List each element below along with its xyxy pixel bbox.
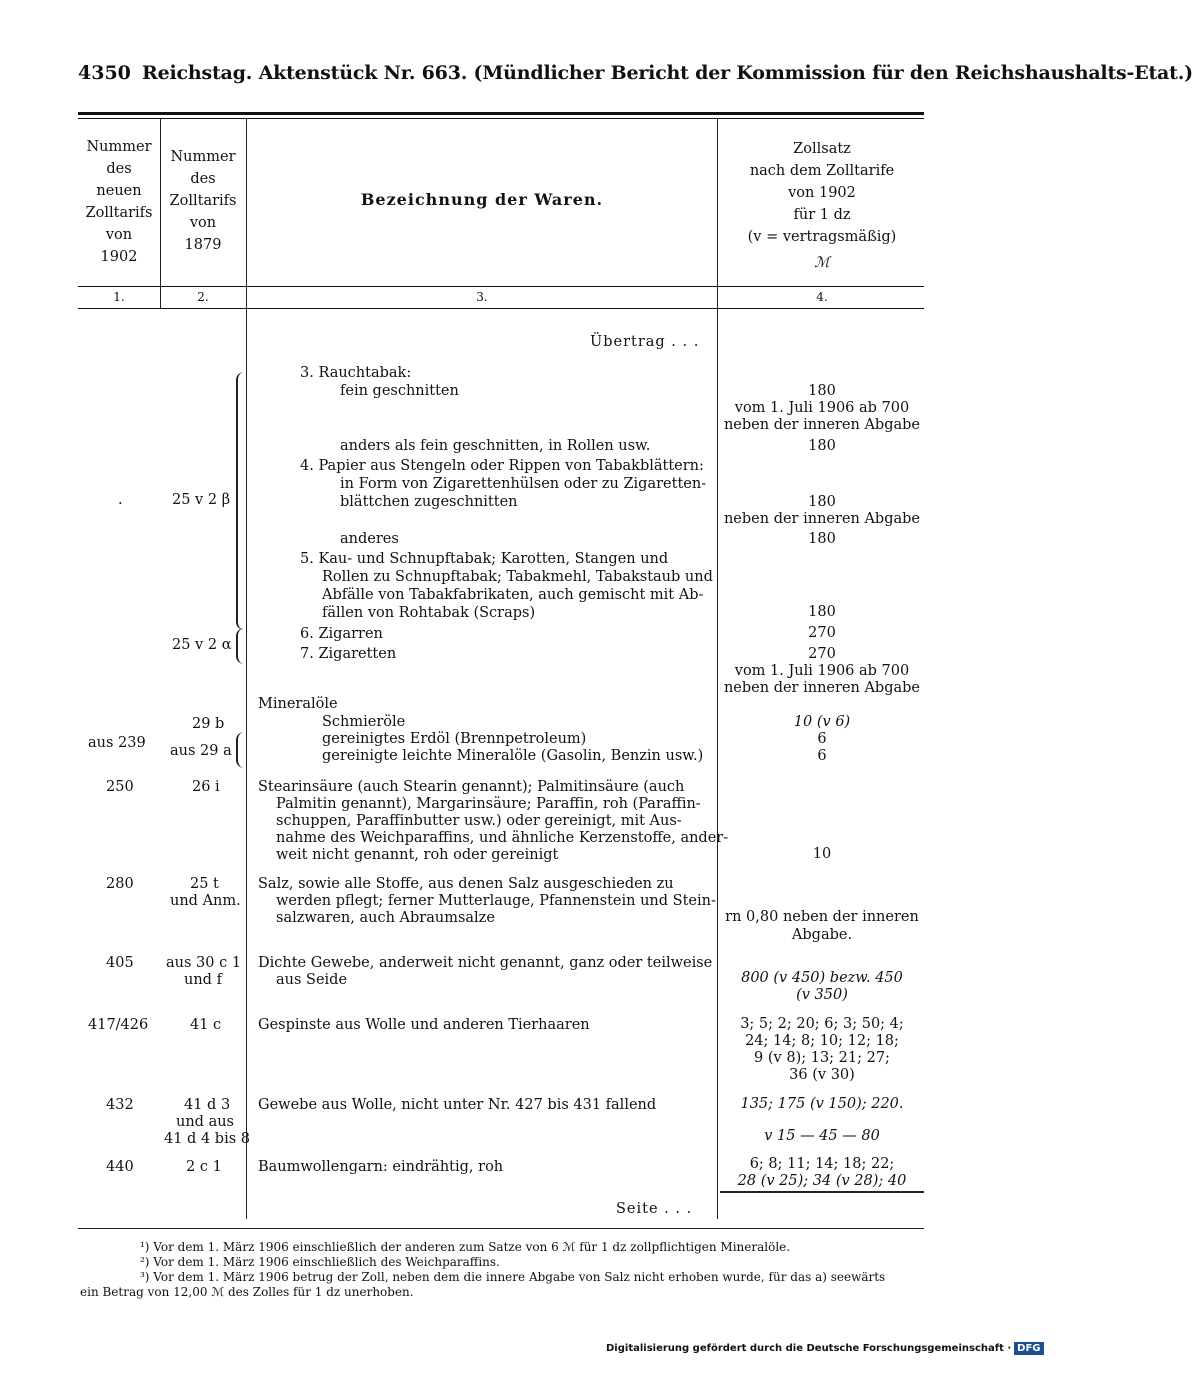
rate-schmieroele: 10 (v 6) xyxy=(793,714,851,730)
row405-text-1: Dichte Gewebe, anderweit nicht genannt, ganz oder teilweise xyxy=(258,955,713,971)
rate-440-2: 28 (v 25); 34 (v 28); 40 xyxy=(737,1173,907,1189)
row432-col2-a: 41 d 3 xyxy=(184,1097,231,1113)
mineraloele-col1: aus 239 xyxy=(88,735,146,751)
footnote-3: ³) Vor dem 1. März 1906 betrug der Zoll, neben dem die innere Abgabe von Salz nicht erhoben wurde, für das a) seewärts xyxy=(140,1270,886,1284)
tabak-col2-alpha: 25 v 2 α xyxy=(172,637,232,653)
col-divider-3 xyxy=(717,119,718,1219)
uebertrag-label: Übertrag . . . xyxy=(590,334,700,350)
row280-col2-b: und Anm. xyxy=(170,893,241,909)
row417-col2: 41 c xyxy=(190,1017,222,1033)
sum-underline xyxy=(720,1191,924,1193)
rate-405-2: (v 350) xyxy=(796,987,848,1003)
row-zigarren: 6. Zigarren xyxy=(300,626,383,642)
rate-280-1: rn 0,80 neben der inneren xyxy=(725,909,919,925)
page-title: Reichstag. Aktenstück Nr. 663. (Mündlicher Bericht der Kommission für den Reichshaushalts-Etat.) xyxy=(142,62,1193,84)
row-mineraloele-title: Mineralöle xyxy=(258,696,338,712)
col-divider-2 xyxy=(246,119,247,1219)
row-leichte-mineraloele: gereinigte leichte Mineralöle (Gasolin, Benzin usw.) xyxy=(322,748,704,764)
credit-text: Digitalisierung gefördert durch die Deutsche Forschungsgemeinschaft · xyxy=(606,1343,1012,1354)
rate-280-2: Abgabe. xyxy=(791,927,853,943)
rate-fein-2: vom 1. Juli 1906 ab 700 xyxy=(734,400,910,416)
row250-text-3: schuppen, Paraffinbutter usw.) oder gereinigt, mit Aus- xyxy=(276,813,682,829)
row-zigaretten: 7. Zigaretten xyxy=(300,646,397,662)
col-divider-1 xyxy=(160,119,161,309)
row250-text-4: nahme des Weichparaffins, und ähnliche Kerzenstoffe, ander- xyxy=(276,830,729,846)
col-header-2: Nummer des Zolltarifs von 1879 xyxy=(169,149,237,253)
row-anderes: anderes xyxy=(340,531,399,547)
rate-fein-1: 180 xyxy=(808,383,836,399)
row405-col2-a: aus 30 c 1 xyxy=(166,955,242,971)
row-papier-1: 4. Papier aus Stengeln oder Rippen von Tabakblättern: xyxy=(300,458,704,474)
row250-col1: 250 xyxy=(106,779,134,795)
row280-text-3: salzwaren, auch Abraumsalze xyxy=(276,910,495,926)
colnum-bottom-rule xyxy=(78,308,924,309)
brace-mineraloele xyxy=(236,732,244,768)
row-papier-3: blättchen zugeschnitten xyxy=(340,494,518,510)
dfg-logo: DFG xyxy=(1014,1342,1043,1355)
rate-440-1: 6; 8; 11; 14; 18; 22; xyxy=(749,1156,895,1172)
row432-col1: 432 xyxy=(106,1097,134,1113)
rate-fein-3: neben der inneren Abgabe xyxy=(723,417,921,433)
row440-col1: 440 xyxy=(106,1159,134,1175)
rate-zigaretten-1: 270 xyxy=(808,646,836,662)
rate-405-1: 800 (v 450) bezw. 450 xyxy=(741,970,903,986)
rate-zigarren: 270 xyxy=(808,625,836,641)
col-number-3: 3. xyxy=(476,290,488,304)
row417-col1: 417/426 xyxy=(88,1017,149,1033)
rate-417-3: 9 (v 8); 13; 21; 27; xyxy=(754,1050,890,1066)
rate-417-2: 24; 14; 8; 10; 12; 18; xyxy=(745,1033,899,1049)
top-rule-thick xyxy=(78,112,924,115)
rate-papier-1: 180 xyxy=(808,494,836,510)
row-rauchtabak-title: 3. Rauchtabak: xyxy=(300,365,412,381)
rate-kautabak: 180 xyxy=(808,604,836,620)
row280-text-1: Salz, sowie alle Stoffe, aus denen Salz ausgeschieden zu xyxy=(258,876,674,892)
row250-text-5: weit nicht genannt, roh oder gereinigt xyxy=(276,847,559,863)
row250-text-2: Palmitin genannt), Margarinsäure; Paraffin, roh (Paraffin- xyxy=(276,796,701,812)
row-kautabak-3: Abfälle von Tabakfabrikaten, auch gemischt mit Ab- xyxy=(322,587,704,603)
row417-text: Gespinste aus Wolle und anderen Tierhaaren xyxy=(258,1017,590,1033)
col-header-4: Zollsatz nach dem Zolltarife von 1902 für 1 dz (v = vertragsmäßig) ℳ xyxy=(747,141,897,271)
rate-417-1: 3; 5; 2; 20; 6; 3; 50; 4; xyxy=(740,1016,904,1032)
col-number-1: 1. xyxy=(113,290,125,304)
row432-col2-b: und aus xyxy=(176,1114,234,1130)
row-kautabak-4: fällen von Rohtabak (Scraps) xyxy=(322,605,536,621)
digitization-credit xyxy=(606,1342,1044,1355)
row-erdoel: gereinigtes Erdöl (Brennpetroleum) xyxy=(322,731,587,747)
rate-250: 10 xyxy=(812,846,832,862)
row-kautabak-2: Rollen zu Schnupftabak; Tabakmehl, Tabakstaub und xyxy=(322,569,713,585)
rate-432-2: v 15 — 45 — 80 xyxy=(764,1128,880,1144)
top-rule-thin xyxy=(78,118,924,119)
row-fein-geschnitten: fein geschnitten xyxy=(340,383,459,399)
row280-col2-a: 25 t xyxy=(190,876,219,892)
col-number-2: 2. xyxy=(197,290,209,304)
running-header xyxy=(78,62,1193,88)
footnote-2: ²) Vor dem 1. März 1906 einschließlich des Weichparaffins. xyxy=(140,1255,500,1269)
rate-417-4: 36 (v 30) xyxy=(789,1067,855,1083)
col-number-4: 4. xyxy=(816,290,828,304)
col-header-3: Bezeichnung der Waren. xyxy=(360,190,604,209)
row280-text-2: werden pflegt; ferner Mutterlauge, Pfannenstein und Stein- xyxy=(276,893,716,909)
row405-text-2: aus Seide xyxy=(276,972,348,988)
rate-erdoel: 6 xyxy=(817,731,827,747)
rate-zigaretten-3: neben der inneren Abgabe xyxy=(723,680,921,696)
row-kautabak-1: 5. Kau- und Schnupftabak; Karotten, Stangen und xyxy=(300,551,669,567)
rate-leichte: 6 xyxy=(817,748,827,764)
row440-text: Baumwollengarn: eindrähtig, roh xyxy=(258,1159,504,1175)
brace-tabak-beta xyxy=(236,372,244,630)
row432-col2-c: 41 d 4 bis 8 xyxy=(164,1131,250,1147)
row440-col2: 2 c 1 xyxy=(186,1159,222,1175)
row-anders-geschnitten: anders als fein geschnitten, in Rollen usw. xyxy=(340,438,651,454)
rate-zigaretten-2: vom 1. Juli 1906 ab 700 xyxy=(734,663,910,679)
row250-col2: 26 i xyxy=(192,779,220,795)
rate-anderes: 180 xyxy=(808,531,836,547)
footnote-3-cont: ein Betrag von 12,00 ℳ des Zolles für 1 dz unerhoben. xyxy=(80,1285,414,1299)
row-papier-2: in Form von Zigarettenhülsen oder zu Zigaretten- xyxy=(340,476,707,492)
page-number: 4350 xyxy=(78,62,131,84)
rate-432-1: 135; 175 (v 150); 220. xyxy=(740,1096,904,1112)
row280-col1: 280 xyxy=(106,876,134,892)
rate-papier-2: neben der inneren Abgabe xyxy=(723,511,921,527)
row405-col2-b: und f xyxy=(184,972,222,988)
footnote-1: ¹) Vor dem 1. März 1906 einschließlich der anderen zum Satze von 6 ℳ für 1 dz zollpflichtigen Mineralöle. xyxy=(140,1240,791,1254)
row405-col1: 405 xyxy=(106,955,134,971)
row-schmieroele: Schmieröle xyxy=(322,714,406,730)
row250-text-1: Stearinsäure (auch Stearin genannt); Palmitinsäure (auch xyxy=(258,779,685,795)
col-header-1: Nummer des neuen Zolltarifs von 1902 xyxy=(85,139,153,265)
rate-anders: 180 xyxy=(808,438,836,454)
seite-label: Seite . . . xyxy=(616,1201,693,1217)
brace-tabak-alpha xyxy=(236,628,244,664)
mineraloele-col2-aus: aus 29 a xyxy=(170,743,232,759)
tabak-col2-beta: 25 v 2 β xyxy=(172,492,231,508)
footnote-rule xyxy=(78,1228,924,1229)
row432-text: Gewebe aus Wolle, nicht unter Nr. 427 bis 431 fallend xyxy=(258,1097,657,1113)
mineraloele-col2-schmier: 29 b xyxy=(192,716,225,732)
tabak-col1: . xyxy=(118,492,123,508)
header-bottom-rule xyxy=(78,286,924,287)
